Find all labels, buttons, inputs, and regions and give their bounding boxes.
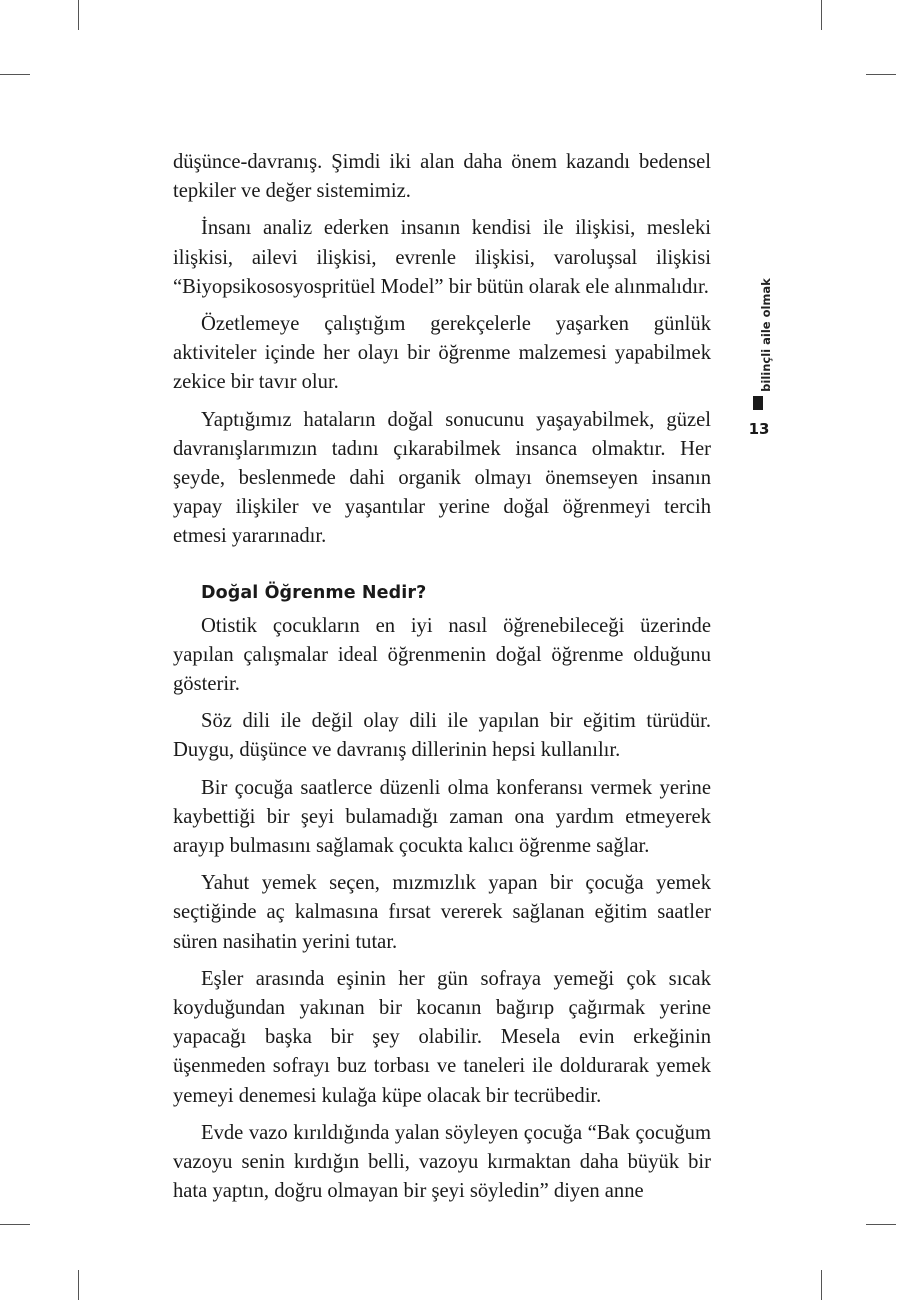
paragraph: Yahut yemek seçen, mızmızlık yapan bir çocuğa yemek seçtiğinde aç kalmasına fırsat vererek sağlanan eğitim saatler süren nasihatin yerini tutar. — [173, 872, 711, 953]
crop-mark-top-right — [821, 0, 822, 30]
crop-mark-top-left — [78, 0, 79, 30]
body-text — [173, 148, 711, 1215]
paragraph: Bir çocuğa saatlerce düzenli olma konferansı vermek yerine kaybettiği bir şeyi bulamadığı zaman ona yardım etmeyerek arayıp bulmasını sağlamak çocukta kalıcı öğrenme sağlar. — [173, 776, 711, 858]
paragraph: Evde vazo kırıldığında yalan söyleyen çocuğa “Bak çocuğum vazoyu senin kırdığın belli, vazoyu kırmaktan daha büyük bir hata yaptın, doğru olmayan bir şeyi söyledin” diyen anne — [173, 1121, 711, 1203]
crop-mark-bottom-right — [821, 1270, 822, 1300]
paragraph: Yaptığımız hataların doğal sonucunu yaşayabilmek, güzel davranışlarımızın tadını çıkarabilmek insanca olmaktır. Her şeyde, beslenmede dahi organik olmayı önemseyen insanın yapay ilişkiler ve yaşantılar yerine doğal öğrenmeyi tercih etmesi yararınadır. — [173, 408, 711, 548]
crop-mark-right-bottom — [866, 1224, 896, 1225]
crop-mark-left-bottom — [0, 1224, 30, 1225]
paragraph: Özetlemeye çalıştığım gerekçelerle yaşarken günlük aktiviteler içinde her olayı bir öğrenme malzemesi yapabilmek zekice bir tavır olur. — [173, 313, 711, 394]
crop-mark-left-top — [0, 74, 30, 75]
crop-mark-right-top — [866, 74, 896, 75]
paragraph: Otistik çocukların en iyi nasıl öğrenebileceği üzerinde yapılan çalışmalar ideal öğrenmenin doğal öğrenme olduğunu gösterir. — [173, 614, 711, 696]
page-marker-bar — [753, 396, 763, 410]
crop-mark-bottom-left — [78, 1270, 79, 1300]
paragraph: Eşler arasında eşinin her gün sofraya yemeği çok sıcak koyduğundan yakınan bir kocanın bağırıp çağırmak yerine yapacağı başka bir şey olabilir. Mesela evin erkeğinin üşenmeden sofrayı buz torbası ve taneleri ile doldurarak yemek yemeyi denemesi kulağa küpe olacak bir tecrübedir. — [173, 967, 711, 1107]
running-head-title: bilinçli aile olmak — [759, 278, 773, 392]
paragraph: Söz dili ile değil olay dili ile yapılan bir eğitim türüdür. Duygu, düşünce ve davranış dillerinin hepsi kullanılır. — [173, 710, 711, 762]
page-number: 13 — [748, 420, 770, 438]
paragraph: İnsanı analiz ederken insanın kendisi ile ilişkisi, mesleki ilişkisi, ailevi ilişkisi, evrenle ilişkisi, varoluşsal ilişkisi “Biyopsikososyospritüel Model” bir bütün olarak ele alınmalıdır. — [173, 217, 711, 298]
paragraph: düşünce-davranış. Şimdi iki alan daha önem kazandı bedensel tepkiler ve değer sistemimiz. — [173, 151, 711, 203]
section-heading: Doğal Öğrenme Nedir? — [201, 582, 427, 603]
